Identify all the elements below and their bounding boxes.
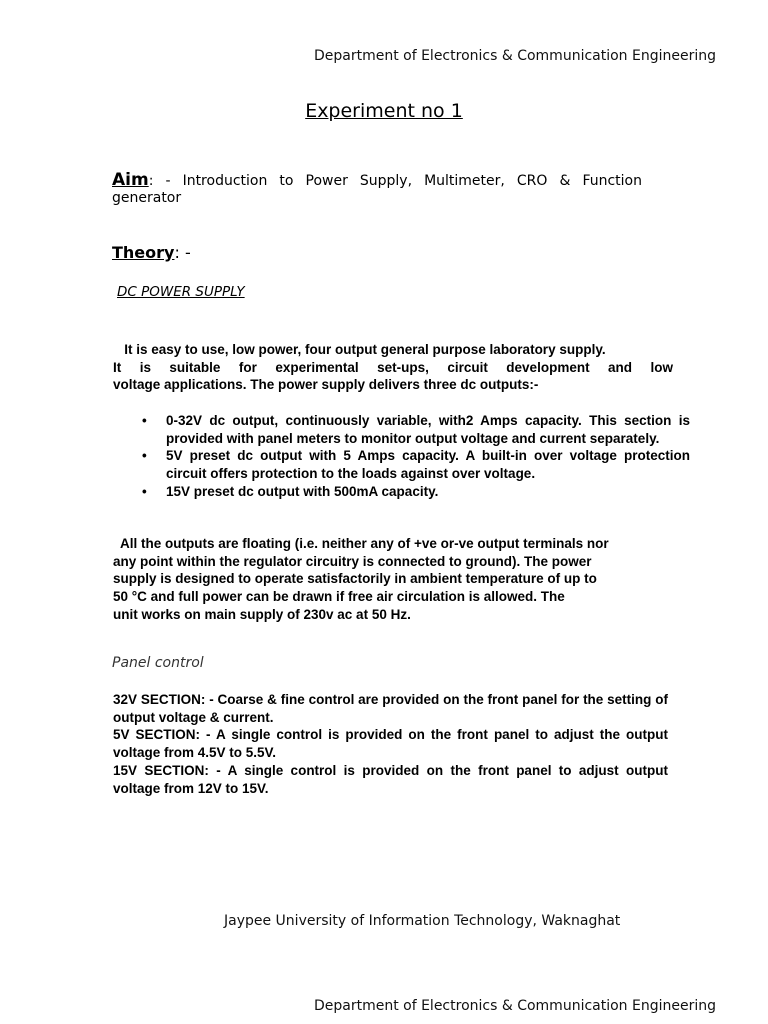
floating-paragraph — [113, 535, 673, 624]
theory-heading — [112, 243, 191, 262]
floating-line: unit works on main supply of 230v ac at 50 Hz. — [113, 606, 411, 622]
theory-suffix: : - — [174, 243, 191, 262]
intro-paragraph — [113, 341, 673, 394]
panel-control-item: 32V SECTION: - Coarse & fine control are provided on the front panel for the setting of output voltage & current. — [113, 692, 668, 725]
list-item: • 0-32V dc output, continuously variable, with2 Amps capacity. This section is provided with panel meters to monitor output voltage and current separately. — [140, 412, 690, 447]
panel-control-item: 15V SECTION: - A single control is provided on the front panel to adjust output voltage from 12V to 15V. — [113, 762, 668, 796]
page-title: Experiment no 1 — [305, 100, 463, 122]
theory-label: Theory — [112, 243, 175, 262]
aim-text: : - Introduction to Power Supply, Multimeter, CRO & Function generator — [112, 173, 642, 206]
panel-control-item: 5V SECTION: - A single control is provided on the front panel to adjust the output voltage from 4.5V to 5.5V. — [113, 727, 668, 761]
list-item: • 15V preset dc output with 500mA capacity. — [140, 483, 690, 501]
intro-line: voltage applications. The power supply delivers three dc outputs:- — [113, 377, 539, 393]
floating-line: supply is designed to operate satisfactorily in ambient temperature of up to — [113, 571, 597, 587]
page-header: Department of Electronics & Communication Engineering — [313, 48, 716, 64]
aim-label: Aim — [112, 170, 149, 190]
intro-line: It is suitable for experimental set-ups, circuit development and low — [113, 359, 673, 375]
list-item: • 5V preset dc output with 5 Amps capacity. A built-in over voltage protection circuit offers protection to the loads against over voltage. — [140, 447, 690, 482]
panel-control-list — [113, 691, 668, 797]
outputs-list — [140, 412, 690, 501]
aim-block — [112, 172, 642, 207]
floating-line: All the outputs are floating (i.e. neither any of +ve or-ve output terminals nor — [113, 536, 609, 551]
page-footer: Jaypee University of Information Technology, Waknaghat — [224, 913, 621, 929]
floating-line: any point within the regulator circuitry is connected to ground). The power — [113, 553, 592, 569]
floating-line: 50 °C and full power can be drawn if free air circulation is allowed. The — [113, 589, 565, 605]
panel-control-heading: Panel control — [112, 655, 204, 671]
section-title: DC POWER SUPPLY — [117, 284, 245, 300]
intro-line: It is easy to use, low power, four output general purpose laboratory supply. — [113, 342, 606, 357]
next-page-header: Department of Electronics & Communication Engineering — [313, 998, 716, 1014]
